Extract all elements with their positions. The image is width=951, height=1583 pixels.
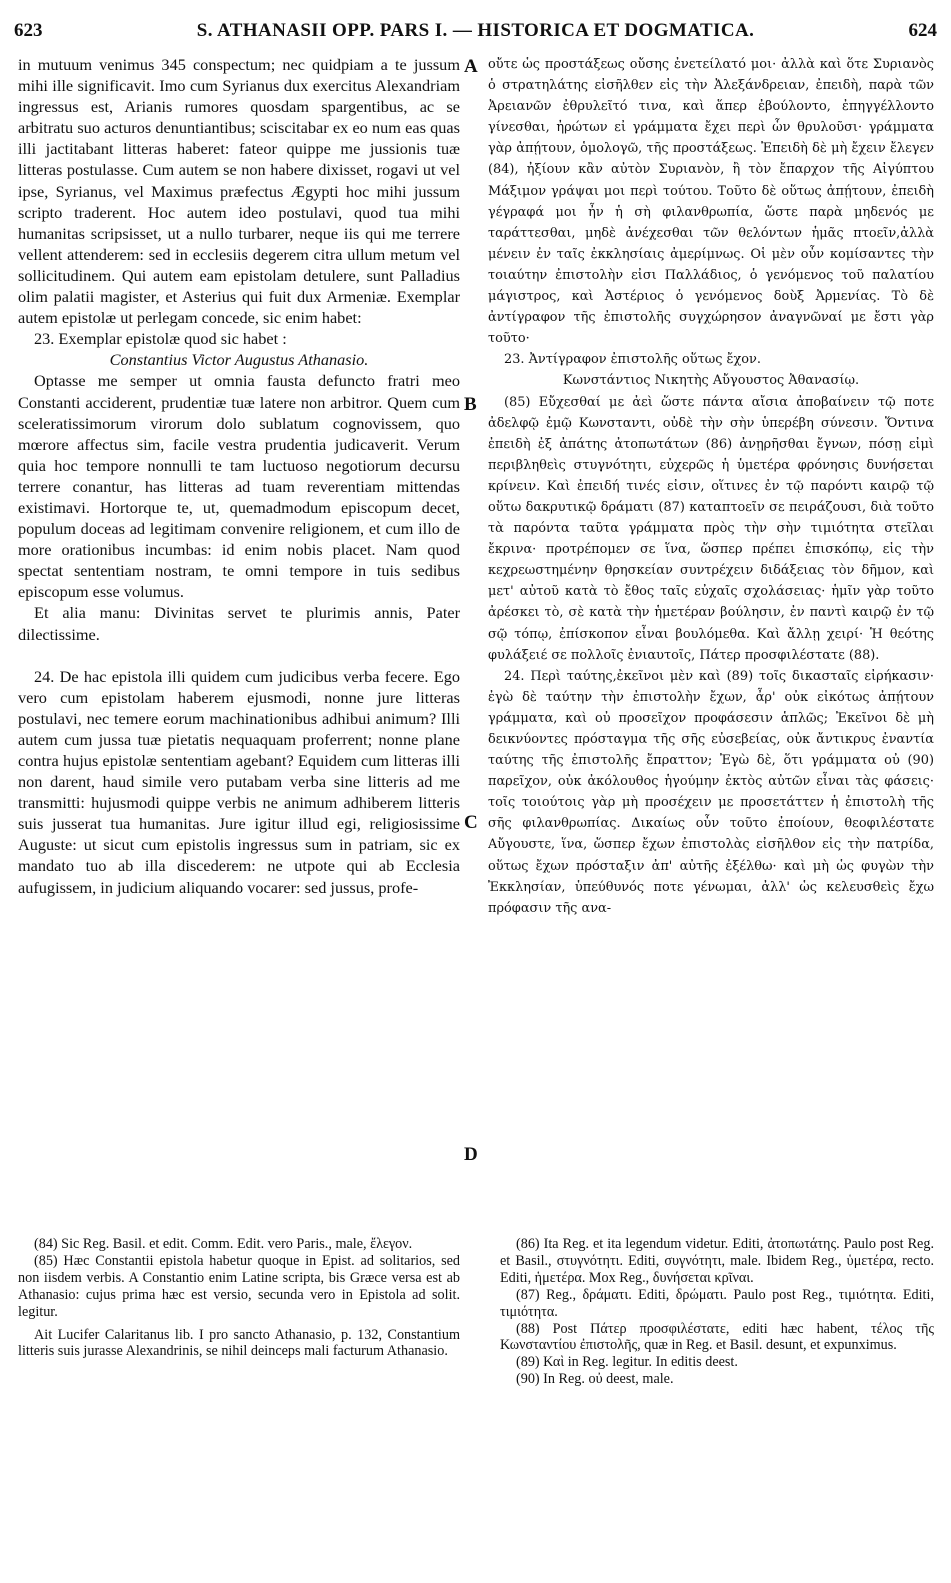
footnotes-right [500, 1236, 934, 1536]
paragraph-gap [18, 645, 460, 666]
latin-paragraph-4: 24. De hac epistola illi quidem cum judicibus verba fecere. Ego vero cum epistolam haberem ejusmodi, nonne jure litteras postulavi, nec temere eorum machinationibus adhibui animum? Illi autem cum jussa tuæ pietatis nequaquam proferrent; nonne plane contra hujus epistolæ sententiam agebant? Equidem cum litteras illi non darent, haud simile vero putabam verba sine litteris ad me transmitti: hujusmodi quippe verbis ne animum adhiberem litteris suis jusserat tua humanitas. Jure igitur illud egi, religiosissime Auguste: ut sicut cum epistolis ingressus sum in patriam, sic ex mandato tuo ab illa discederem: ne utpote qui ab Ecclesia aufugissem, in judicium aliquando vocarer: sed jussus, profe- [18, 666, 460, 897]
greek-heading-23: 23. Ἀντίγραφον ἐπιστολῆς οὕτως ἔχον. [504, 352, 761, 368]
greek-column [488, 54, 934, 1218]
section-marker-d: D [464, 1144, 478, 1165]
footnote-90: (90) In Reg. οὐ deest, male. [516, 1371, 674, 1388]
footnote-86: (86) Ita Reg. et ita legendum videtur. Editi, ἀτοπωτάτης. Paulo post Reg. et Basil., στυγνότητι. Editi, συγνότητι, male. Ibidem Reg., ὑμετέρα, recto. Editi, ἡμετέρα. Mox Reg., δυνήσεται κρῖναι. [500, 1236, 934, 1286]
latin-heading-23: 23. Exemplar epistolæ quod sic habet : [34, 329, 287, 349]
latin-paragraph-1: in mutuum venimus 345 conspectum; nec quidpiam a te jussum mihi ille significavit. Imo cum Syrianus dux exercitus Alexandriam ingressus est, Arianis rumores quosdam spargentibus, ac se arbitratu suo acturos denuntiantibus; sciscitabar ex eo num eas quas illi jactitabant litteras haberet: fateor quippe me jussionis tuæ litteras postulasse. Cum autem se non habere dixisset, rogavi ut vel ipse, Syrianus, vel Maximus præfectus Ægypti hoc mihi jussum scripto traderent. Hoc autem ideo postulavi, quod tua mihi humanitas scripsisset, ut a nullo turbarer, neque iis qui me terrere vellent attenderem: sed in ecclesiis degerem citra ullum metum vel sollicitudinem. Qui autem eam epistolam detulere, sunt Palladius olim palatii magister, et Asterius qui fuit dux Armeniæ. Exemplar autem epistolæ ut perlegam concede, sic enim habet: [18, 55, 460, 328]
section-marker-b: B [464, 394, 477, 415]
greek-paragraph-3: 24. Περὶ ταύτης,ἐκεῖνοι μὲν καὶ (89) τοῖς δικασταῖς εἰρήκασιν· ἐγὼ δὲ ταύτην τὴν ἐπιστολὴν ἔχων, ἆρ' οὐκ εἰκότως ἀπῄτουν γράμματα, καὶ οὐ προσεῖχον προφάσεσιν ἁπλῶς; Ἐκεῖνοι δὲ μὴ δεικνύοντες πρόσταγμα τῆς σῆς εὐσεβείας, οὐκ ἄντικρυς ἐναντία ταύτης τῆς ἐπιστολῆς ἔπραττον; Ἐγὼ δὲ, ὅτι γράμματα οὐ (90) παρεῖχον, οὐκ ἀκόλουθος ἡγούμην ἐκτὸς αὐτῶν εἶναι τὰς φάσεις· τοῖς τοιούτοις γὰρ μὴ προσέχειν με προσετάττεν ἡ ἐπιστολὴ τῆς σῆς φιλανθρωπίας. Δικαίως οὖν τοῦτο ἐποίουν, θεοφιλέστατε Αὔγουστε, ἵνα, ὥσπερ ἔχων ἐπιστολὰς εἰσῆλθον εἰς τὴν πατρίδα, οὕτως ἔχων πρόσταξιν ἀπ' αὐτῆς ἐξέλθω· καὶ μὴ ὡς φυγὼν τὴν Ἐκκλησίαν, ὑπεύθυνός ποτε γένωμαι, ἀλλ' ὡς κελευσθεὶς ἔχω πρόφασιν τῆς ανα- [488, 668, 934, 916]
latin-column [18, 54, 460, 1218]
page-number-left: 623 [14, 20, 43, 41]
footnotes-left [18, 1236, 460, 1536]
page-number-right: 624 [908, 20, 937, 41]
running-title: S. ATHANASII OPP. PARS I. — HISTORICA ET DOGMATICA. [196, 20, 755, 41]
footnote-84: (84) Sic Reg. Basil. et edit. Comm. Edit. vero Paris., male, ἔλεγον. [34, 1236, 413, 1252]
footnote-88: (88) Post Πάτερ προσφιλέστατε, editi hæc habent, τέλος τῆς Κωνσταντίου ἐπιστολῆς, quæ in Reg. et Basil. desunt, et expunximus. [500, 1320, 934, 1354]
greek-paragraph-2: (85) Εὔχεσθαί με ἀεὶ ὥστε πάντα αἴσια ἀποβαίνειν τῷ ποτε ἀδελφῷ ἐμῷ Κωνσταντι, οὐδὲ τὴν σὴν ὑπερέβη σύνεσιν. Ὅντινα ἐπειδὴ ἐξ ἀπάτης ἀτοπωτάτων (86) ἀνῃρῆσθαι ἔγνων, πόσῃ εἰμὶ περιβληθεὶς στυγνότητι, εὐχερῶς ἡ ὑμετέρα φρόνησις δυνήσεται κρίνειν. Καὶ ἐπειδή τινές εἰσιν, οἵτινες ἐν τῷ παρόντι καιρῷ τῷ οὕτω δακρυτικῷ δράματι (87) καταπτοεῖν σε πειράζουσι, διὰ τοῦτο τὰ παρόντα ταῦτα γράμματα πρὸς τὴν σὴν τιμιότητα στεῖλαι ἔκρινα· προτρέπομεν σε ἵνα, ὥσπερ πρέπει ἐπισκόπῳ, εἰς τὴν κεχρεωστημένην θρησκείαν συντρέχειν διδάξειας τὸν δῆμον, καὶ μετ' αὐτοῦ κατὰ τὸ ἔθος ταῖς εὐχαῖς σχολάσειας· ἡμῖν γὰρ τοῦτο ἀρέσκει τὸ, σὲ κατὰ τὴν ἡμετέραν βούλησιν, ἐν παντὶ καιρῷ ἐν τῷ σῷ τόπῳ, ἐπίσκοπον εἶναι βουλόμεθα. Καὶ ἄλλῃ χειρί· Ἡ θεότης φυλάξειέ σε πολλοῖς ἐνιαυτοῖς, Πάτερ προσφιλέστατε (88). [488, 394, 934, 663]
section-marker-a: A [464, 56, 478, 77]
greek-paragraph-1: οὔτε ὡς προστάξεως οὔσης ἐνετείλατό μοι· ἀλλὰ καὶ ὅτε Συριανὸς ὁ στρατηλάτης εἰσῆλθεν εἰς τὴν Ἀλεξάνδρειαν, ἐπειδὴ, παρὰ τῶν Ἀρειανῶν ἐθρυλεῖτό τινα, καὶ ἅπερ ἐβούλοντο, ἐπηγγέλλοντο γίνεσθαι, ἠρώτων εἰ γράμματα ἔχει περὶ ὧν θρυλοῦσι· γράμματα γὰρ ἀπῄτουν, ὁμολογῶ, τῆς προστάξεως. Ἐπειδὴ δὲ μὴ ἔχειν ἔλεγεν (84), ἠξίουν κἂν αὐτὸν Συριανὸν, ἢ τὸν ἔπαρχον τῆς Αἰγύπτου Μάξιμον γράψαι μοι περὶ τούτου. Τοῦτο δὲ οὕτως ἀπῄτουν, ἐπειδὴ γέγραφά μοι ἦν ἡ σὴ φιλανθρωπία, ὥστε παρὰ μηδενός με ταράττεσθαι, μηδὲ ἀνέχεσθαι τῶν θελόντων ἡμᾶς πτοεῖν,ἀλλὰ μένειν ἐν ταῖς ἐκκλησίαις ἀμερίμνως. Οἱ μὲν οὖν κομίσαντες τὴν τοιαύτην ἐπιστολὴν εἰσι Παλλάδιος, ὁ γενόμενος τοῦ παλατίου μάγιστρος, καὶ Ἀστέριος ὁ γενόμενος δοὺξ Ἀρμενίας. Τὸ δὲ ἀντίγραφον τῆς ἐπιστολῆς συγχώρησον ἀναγνῶναί με ἔστι γὰρ τοῦτο· [488, 57, 934, 347]
footnote-89: (89) Καὶ in Reg. legitur. In editis deest. [516, 1354, 738, 1371]
latin-greeting: Constantius Victor Augustus Athanasio. [109, 350, 369, 370]
latin-paragraph-3: Et alia manu: Divinitas servet te plurimis annis, Pater dilectissime. [18, 603, 460, 644]
footnote-85: (85) Hæc Constantii epistola habetur quoque in Epist. ad solitarios, sed non iisdem verbis. A Constantio enim Latine scripta, bis Græce versa est ab Athanasio: cujus prima hæc est versio, secunda vero in Epistola ad solit. legitur. [18, 1252, 460, 1320]
latin-paragraph-2: Optasse me semper ut omnia fausta defuncto fratri meo Constanti acciderent, prudentiæ tuæ latere non arbitror. Quem cum sceleratissimorum virorum dolo sublatum cognovissem, quo mœrore affectus sim, facile vestra prudentia judicaverit. Verum quia hoc tempore nonnulli te tam luctuoso negotiorum decursu terrere conantur, has litteras ad tuam reverentiam mittendas existimavi. Hortorque te, ut, quemadmodum episcopum decet, populum doceas ad legitimam convenire religionem, et cum illo de more orationibus incumbas: id enim nobis placet. Nam quod spectat sententiam nostram, te omni tempore in tuis sedibus episcopum esse volumus. [18, 371, 460, 602]
footnote-87: (87) Reg., δράματι. Editi, δρώματι. Paulo post Reg., τιμιότητα. Editi, τιμιότητα. [500, 1286, 934, 1320]
section-marker-c: C [464, 812, 478, 833]
footnote-85-continued: Ait Lucifer Calaritanus lib. I pro sancto Athanasio, p. 132, Constantium litteris suis jurasse Alexandrinis, se nihil deinceps mali facturum Athanasio. [18, 1326, 460, 1360]
greek-greeting: Κωνστάντιος Νικητὴς Αὔγουστος Ἀθανασίῳ. [562, 373, 860, 389]
page-header [14, 20, 937, 50]
